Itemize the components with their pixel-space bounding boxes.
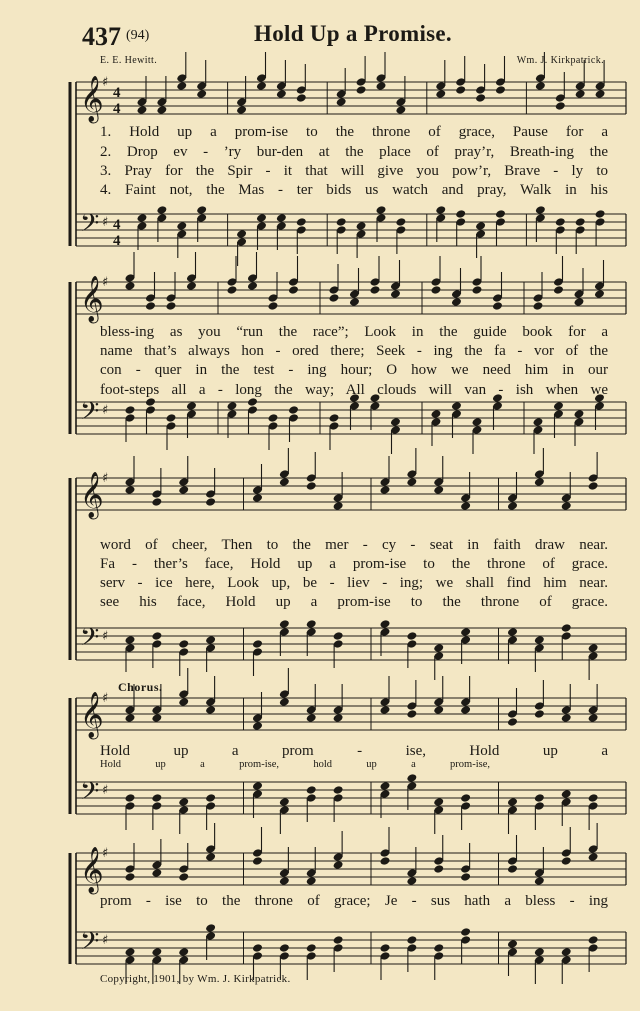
- note-head: [356, 85, 367, 95]
- note-head: [507, 797, 518, 807]
- note-head: [256, 213, 267, 223]
- note-head: [279, 943, 290, 953]
- note-head: [588, 935, 599, 945]
- note-head: [406, 709, 417, 719]
- note-head: [178, 639, 189, 649]
- note-head: [460, 793, 471, 803]
- note-head: [460, 501, 471, 511]
- note-head: [236, 229, 247, 239]
- note-head: [125, 793, 136, 803]
- time-signature-bottom: 4: [113, 101, 121, 117]
- note-head: [561, 789, 572, 799]
- note-head: [507, 627, 518, 637]
- verse-line: name that’s always hon - ored there; Seek - ing the fa - vor of the: [100, 343, 608, 359]
- note-head: [279, 697, 290, 707]
- sharp-icon: ♯: [102, 403, 109, 418]
- note-head: [588, 643, 599, 653]
- note-head: [595, 89, 606, 99]
- verse-line: see his face, Hold up a prom-ise to the throne of grace.: [100, 594, 608, 610]
- note-head: [252, 943, 263, 953]
- note-head: [186, 281, 197, 291]
- note-head: [333, 713, 344, 723]
- note-head: [406, 935, 417, 945]
- bass-clef-icon: 𝄢: [80, 397, 100, 432]
- note-head: [555, 101, 566, 111]
- note-head: [376, 205, 387, 215]
- chorus-final-lyric: prom - ise to the throne of grace; Je - sus hath a bless - ing: [100, 893, 608, 909]
- treble-clef-icon: 𝄞: [80, 472, 104, 518]
- treble-clef-icon: 𝄞: [80, 847, 104, 893]
- note-head: [125, 947, 136, 957]
- note-head: [196, 205, 207, 215]
- note-head: [534, 635, 545, 645]
- note-head: [495, 209, 506, 219]
- note-head: [495, 85, 506, 95]
- note-head: [507, 939, 518, 949]
- verse-line: bless-ing as you “run the race”; Look in the guide book for a: [100, 324, 608, 340]
- note-head: [380, 943, 391, 953]
- sharp-icon: ♯: [102, 215, 109, 230]
- note-head: [534, 477, 545, 487]
- note-head: [574, 409, 585, 419]
- note-head: [433, 705, 444, 715]
- treble-clef-icon: 𝄞: [80, 276, 104, 322]
- time-signature-top: 4: [113, 217, 121, 233]
- note-head: [395, 217, 406, 227]
- sharp-icon: ♯: [102, 629, 109, 644]
- note-head: [555, 217, 566, 227]
- sharp-icon: ♯: [102, 691, 109, 706]
- note-head: [472, 285, 483, 295]
- note-head: [561, 856, 572, 866]
- sharp-icon: ♯: [102, 846, 109, 861]
- note-head: [279, 797, 290, 807]
- note-head: [433, 485, 444, 495]
- note-head: [279, 619, 290, 629]
- note-head: [256, 81, 267, 91]
- note-head: [561, 623, 572, 633]
- note-head: [296, 93, 307, 103]
- note-head: [196, 89, 207, 99]
- note-head: [395, 105, 406, 115]
- note-head: [205, 793, 216, 803]
- note-head: [205, 705, 216, 715]
- note-head: [435, 89, 446, 99]
- note-head: [406, 773, 417, 783]
- note-head: [247, 281, 258, 291]
- note-head: [507, 717, 518, 727]
- note-head: [534, 947, 545, 957]
- note-head: [178, 947, 189, 957]
- note-head: [306, 943, 317, 953]
- hymn-title: Hold Up a Promise.: [254, 21, 452, 46]
- note-head: [533, 301, 544, 311]
- verse-line: Fa - ther’s face, Hold up a prom-ise to the throne of grace.: [100, 556, 608, 572]
- verse-line: 2. Drop ev - ’ry bur-den at the place of pray’r, Breath-ing the: [100, 144, 608, 160]
- note-head: [151, 631, 162, 641]
- note-head: [336, 217, 347, 227]
- note-head: [306, 481, 317, 491]
- note-head: [186, 401, 197, 411]
- note-head: [433, 797, 444, 807]
- note-head: [575, 217, 586, 227]
- note-head: [329, 413, 340, 423]
- chorus-label: Chorus.: [118, 680, 163, 694]
- note-head: [205, 923, 216, 933]
- note-head: [333, 860, 344, 870]
- sharp-icon: ♯: [102, 275, 109, 290]
- note-head: [535, 205, 546, 215]
- note-head: [507, 501, 518, 511]
- note-head: [336, 97, 347, 107]
- note-head: [349, 297, 360, 307]
- note-head: [455, 85, 466, 95]
- note-head: [534, 793, 545, 803]
- note-head: [588, 481, 599, 491]
- treble-clef-icon: 𝄞: [80, 76, 104, 122]
- note-head: [178, 485, 189, 495]
- note-head: [279, 477, 290, 487]
- note-head: [151, 947, 162, 957]
- note-head: [137, 105, 148, 115]
- note-head: [151, 793, 162, 803]
- note-head: [475, 93, 486, 103]
- note-head: [333, 785, 344, 795]
- note-head: [178, 797, 189, 807]
- note-head: [534, 876, 545, 886]
- note-head: [333, 501, 344, 511]
- note-head: [333, 631, 344, 641]
- note-head: [178, 872, 189, 882]
- note-head: [380, 619, 391, 629]
- note-head: [507, 864, 518, 874]
- bass-clef-icon: 𝄢: [80, 777, 100, 812]
- copyright-notice: Copyright, 1901, by Wm. J. Kirkpatrick.: [100, 973, 291, 985]
- note-head: [472, 417, 483, 427]
- hymn-number: 437: [82, 22, 121, 51]
- verse-line: 1. Hold up a prom-ise to the throne of grace, Pause for a: [100, 124, 608, 140]
- note-head: [252, 781, 263, 791]
- note-head: [333, 935, 344, 945]
- note-head: [451, 297, 462, 307]
- note-head: [433, 643, 444, 653]
- note-head: [288, 285, 299, 295]
- verse-line: word of cheer, Then to the mer - cy - seat in faith draw near.: [100, 537, 608, 553]
- note-head: [205, 497, 216, 507]
- chorus-bass-echo: Hold up a prom-ise, hold up a prom-ise,: [100, 759, 490, 770]
- bass-clef-icon: 𝄢: [80, 209, 100, 244]
- note-head: [561, 501, 572, 511]
- note-head: [356, 221, 367, 231]
- note-head: [594, 289, 605, 299]
- note-head: [460, 627, 471, 637]
- note-head: [533, 417, 544, 427]
- note-head: [268, 301, 279, 311]
- note-head: [227, 401, 238, 411]
- note-head: [205, 852, 216, 862]
- note-head: [455, 209, 466, 219]
- note-head: [431, 285, 442, 295]
- note-head: [535, 81, 546, 91]
- note-head: [433, 864, 444, 874]
- note-head: [561, 713, 572, 723]
- note-head: [329, 293, 340, 303]
- note-head: [406, 876, 417, 886]
- composer-credit: Wm. J. Kirkpatrick.: [516, 55, 604, 66]
- note-head: [125, 872, 136, 882]
- chorus-lyric: Hold up a prom - ise, Hold up a: [100, 743, 608, 759]
- note-head: [268, 413, 279, 423]
- sharp-icon: ♯: [102, 933, 109, 948]
- note-head: [176, 221, 187, 231]
- verse-line: foot-steps all a - long the way; All clouds will van - ish when we: [100, 382, 608, 398]
- note-head: [370, 285, 381, 295]
- note-head: [125, 713, 136, 723]
- note-head: [151, 497, 162, 507]
- note-head: [588, 852, 599, 862]
- note-head: [380, 781, 391, 791]
- time-signature-bottom: 4: [113, 233, 121, 249]
- note-head: [588, 793, 599, 803]
- note-head: [145, 301, 156, 311]
- note-head: [460, 927, 471, 937]
- page-number: (94): [126, 28, 150, 43]
- note-head: [178, 697, 189, 707]
- note-head: [534, 709, 545, 719]
- note-head: [125, 281, 136, 291]
- note-head: [390, 289, 401, 299]
- note-head: [380, 485, 391, 495]
- note-head: [431, 409, 442, 419]
- note-head: [166, 301, 177, 311]
- note-head: [561, 947, 572, 957]
- note-head: [553, 401, 564, 411]
- verse-line: 3. Pray for the Spir - it that will give you pow’r, Brave - ly to: [100, 163, 608, 179]
- note-head: [306, 619, 317, 629]
- note-head: [451, 401, 462, 411]
- note-head: [151, 868, 162, 878]
- note-head: [227, 285, 238, 295]
- time-signature-top: 4: [113, 85, 121, 101]
- note-head: [574, 297, 585, 307]
- note-head: [376, 81, 387, 91]
- note-head: [156, 205, 167, 215]
- note-head: [306, 785, 317, 795]
- note-head: [252, 639, 263, 649]
- verse-line: con - quer in the test - ing hour; O how we need him in our: [100, 362, 608, 378]
- note-head: [588, 713, 599, 723]
- note-head: [176, 81, 187, 91]
- note-head: [125, 405, 136, 415]
- note-head: [156, 105, 167, 115]
- note-head: [151, 713, 162, 723]
- bass-clef-icon: 𝄢: [80, 927, 100, 962]
- note-head: [460, 872, 471, 882]
- lyricist-credit: E. E. Hewitt.: [100, 55, 158, 66]
- note-head: [252, 856, 263, 866]
- note-head: [575, 89, 586, 99]
- verse-line: serv - ice here, Look up, be - liev - ing; we shall find him near.: [100, 575, 608, 591]
- verse-line: 4. Faint not, the Mas - ter bids us watch and pray, Walk in his: [100, 182, 608, 198]
- note-head: [492, 301, 503, 311]
- note-head: [306, 876, 317, 886]
- sharp-icon: ♯: [102, 471, 109, 486]
- note-head: [390, 417, 401, 427]
- note-head: [553, 285, 564, 295]
- note-head: [435, 205, 446, 215]
- note-head: [236, 105, 247, 115]
- note-head: [276, 89, 287, 99]
- treble-clef-icon: 𝄞: [80, 692, 104, 738]
- note-head: [306, 713, 317, 723]
- note-head: [288, 405, 299, 415]
- note-head: [595, 209, 606, 219]
- note-head: [252, 721, 263, 731]
- note-head: [475, 221, 486, 231]
- note-head: [137, 213, 148, 223]
- note-head: [460, 705, 471, 715]
- note-head: [380, 705, 391, 715]
- note-head: [205, 635, 216, 645]
- sharp-icon: ♯: [102, 75, 109, 90]
- note-head: [125, 485, 136, 495]
- note-head: [166, 413, 177, 423]
- sharp-icon: ♯: [102, 783, 109, 798]
- note-head: [433, 943, 444, 953]
- note-head: [406, 477, 417, 487]
- bass-clef-icon: 𝄢: [80, 623, 100, 658]
- note-head: [406, 631, 417, 641]
- note-head: [279, 876, 290, 886]
- note-head: [296, 217, 307, 227]
- note-head: [125, 635, 136, 645]
- note-head: [252, 493, 263, 503]
- note-head: [276, 213, 287, 223]
- note-head: [380, 856, 391, 866]
